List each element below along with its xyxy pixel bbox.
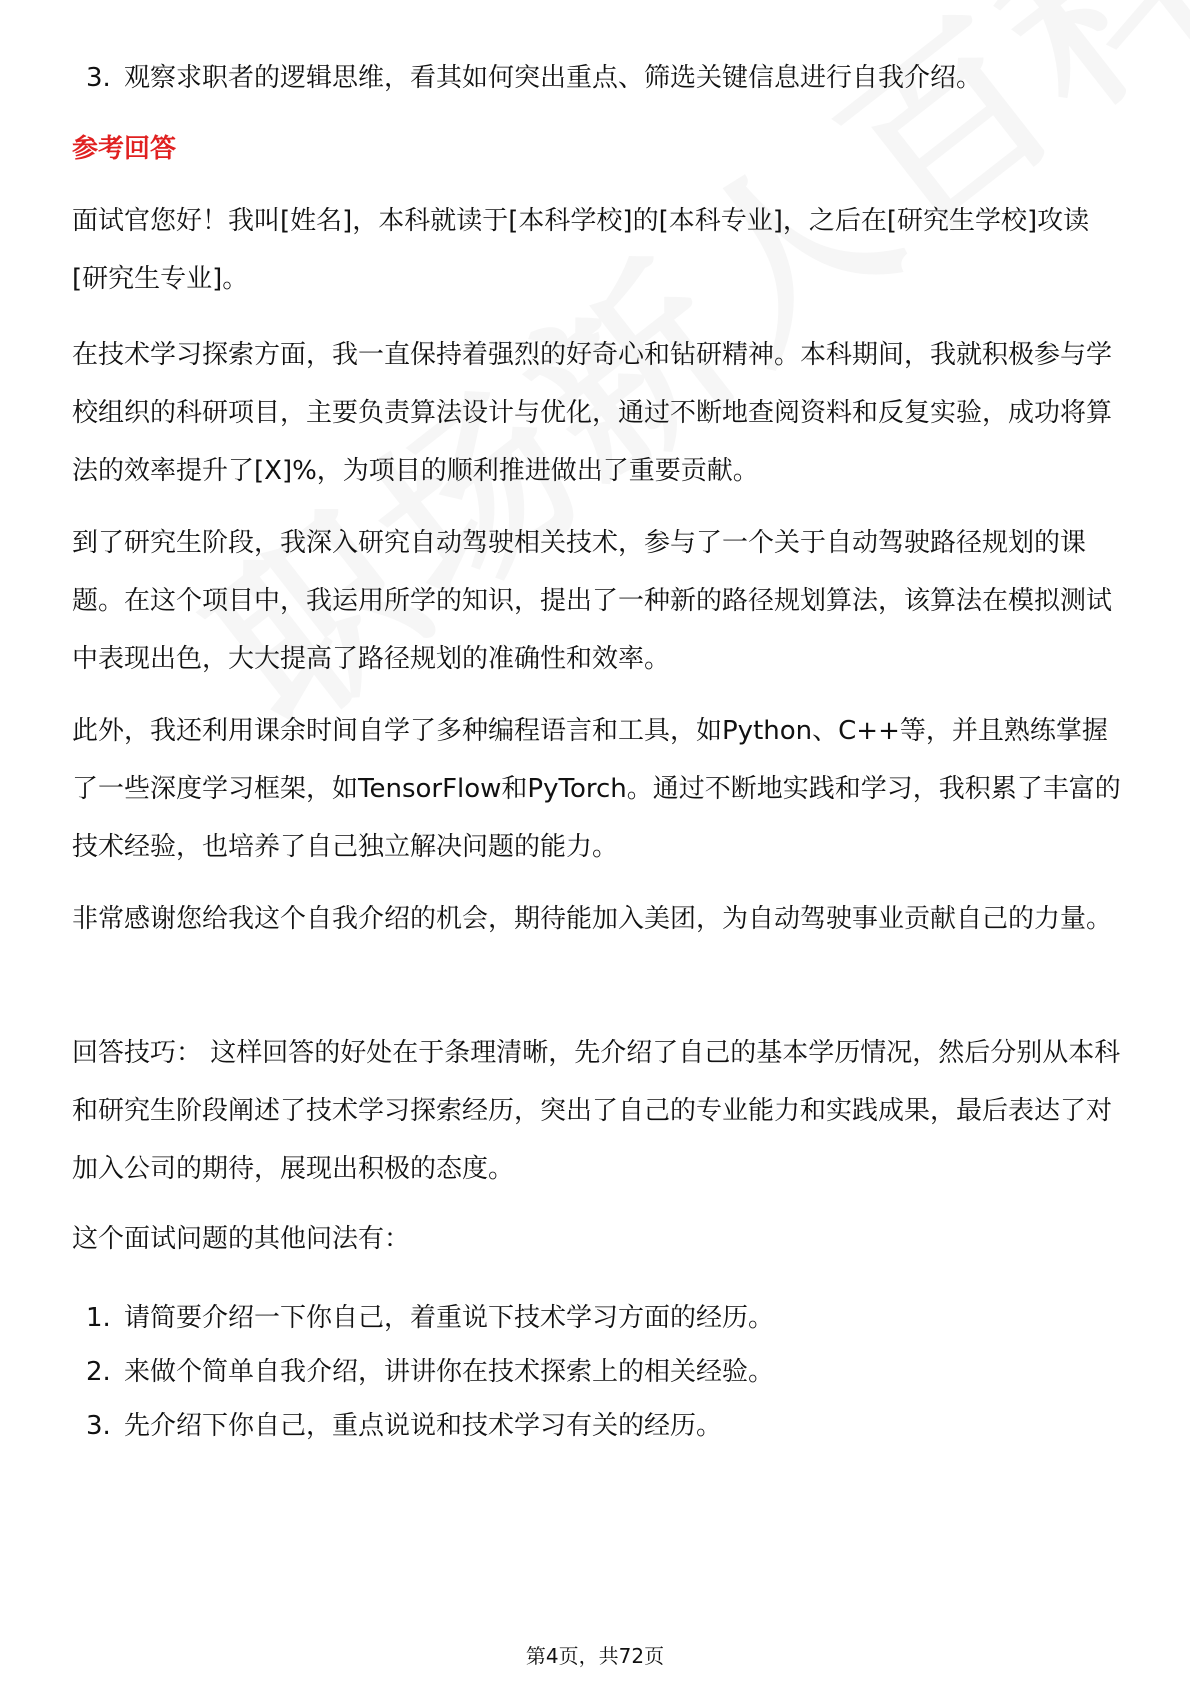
paragraph-skills: 此外，我还利用课余时间自学了多种编程语言和工具，如Python、C++等，并且熟练掌握了一些深度学习框架，如TensorFlow和PyTorch。通过不断地实践和学习，我积累了丰富的技术经验，也培养了自己独立解决问题的能力。 — [72, 716, 1121, 862]
list-text: 来做个简单自我介绍，讲讲你在技术探索上的相关经验。 — [124, 1357, 775, 1387]
list-text: 请简要介绍一下你自己，着重说下技术学习方面的经历。 — [124, 1303, 775, 1333]
top-list-item — [86, 62, 982, 94]
list-number: 2. — [86, 1357, 111, 1387]
other-question-item — [86, 1356, 774, 1388]
paragraph-intro: 面试官您好！我叫[姓名]，本科就读于[本科学校]的[本科专业]，之后在[研究生学校]攻读[研究生专业]。 — [72, 206, 1090, 294]
list-text: 先介绍下你自己，重点说说和技术学习有关的经历。 — [124, 1411, 723, 1441]
list-number: 1. — [86, 1303, 111, 1333]
other-question-item — [86, 1302, 774, 1334]
paragraph-graduate: 到了研究生阶段，我深入研究自动驾驶相关技术，参与了一个关于自动驾驶路径规划的课题。在这个项目中，我运用所学的知识，提出了一种新的路径规划算法，该算法在模拟测试中表现出色，大大提高了路径规划的准确性和效率。 — [72, 528, 1113, 674]
answer-heading: 参考回答 — [72, 134, 177, 164]
paragraph-undergrad: 在技术学习探索方面，我一直保持着强烈的好奇心和钻研精神。本科期间，我就积极参与学校组织的科研项目，主要负责算法设计与优化，通过不断地查阅资料和反复实验，成功将算法的效率提升了[X]%，为项目的顺利推进做出了重要贡献。 — [72, 340, 1113, 486]
list-number: 3. — [86, 63, 111, 93]
other-questions-heading: 这个面试问题的其他问法有： — [72, 1224, 411, 1254]
list-text: 观察求职者的逻辑思维，看其如何突出重点、筛选关键信息进行自我介绍。 — [124, 63, 983, 93]
page-footer: 第4页，共72页 — [525, 1644, 665, 1668]
other-question-item — [86, 1410, 722, 1442]
list-number: 3. — [86, 1411, 111, 1441]
paragraph-tips: 回答技巧： 这样回答的好处在于条理清晰，先介绍了自己的基本学历情况，然后分别从本科和研究生阶段阐述了技术学习探索经历，突出了自己的专业能力和实践成果，最后表达了对加入公司的期待，展现出积极的态度。 — [72, 1038, 1121, 1184]
paragraph-closing: 非常感谢您给我这个自我介绍的机会，期待能加入美团，为自动驾驶事业贡献自己的力量。 — [72, 904, 1113, 934]
